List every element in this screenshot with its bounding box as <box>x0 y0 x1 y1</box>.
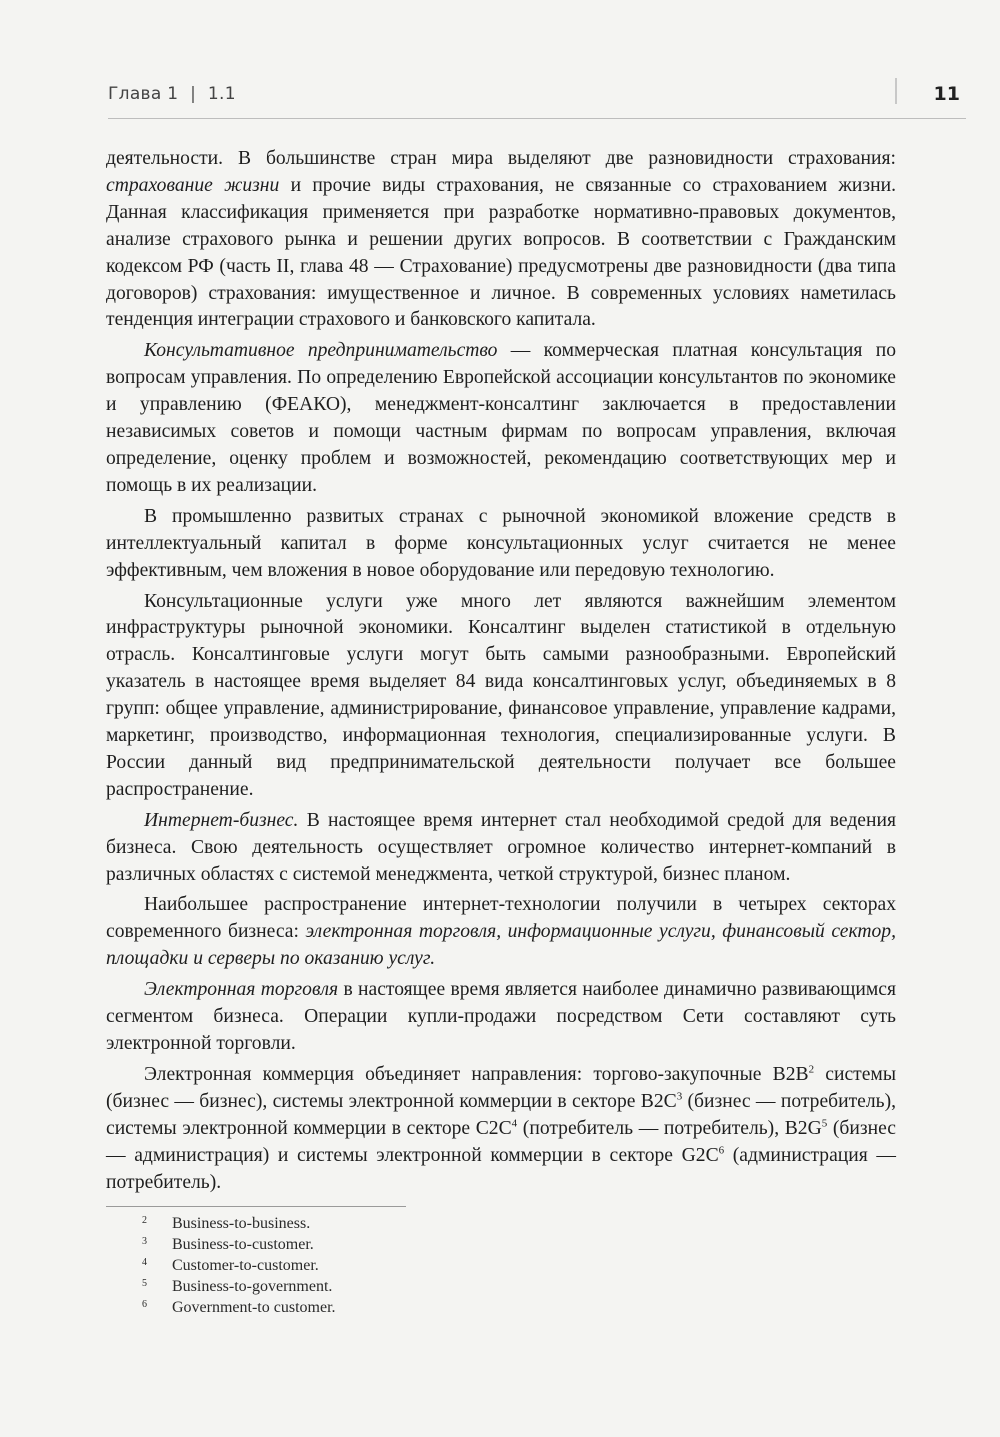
footnotes <box>106 1213 606 1318</box>
page-header <box>108 78 966 118</box>
paragraph <box>106 589 896 804</box>
footnote-number: 4 <box>142 1257 147 1268</box>
text-run: Наибольшее распространение интернет-технологии получили в четырех секторах современного бизнеса: <box>106 894 896 943</box>
italic-term: Консультативное предпринимательство <box>144 340 498 362</box>
footnote-ref: 3 <box>676 1090 683 1103</box>
footnote-ref: 4 <box>511 1117 518 1130</box>
section-label: 1.1 <box>207 84 236 104</box>
footnote-text: Business-to-business. <box>172 1215 311 1232</box>
header-separator: | <box>190 84 197 104</box>
footnote <box>106 1276 606 1297</box>
text-run: — коммерческая платная консультация по вопросам управления. По определению Европейской ассоциации консультантов по экономике и управлению (ФЕАКО), менеджмент-консалтинг заключается в предоставлении независимых советов и помощи частным фирмам по вопросам управления, включая определение, оценку проблем и возможностей, рекомендацию соответствующих мер и помощь в их реализации. <box>106 340 896 496</box>
text-run: В настоящее время интернет стал необходимой средой для ведения бизнеса. Свою деятельность осуществляет огромное количество интернет-компаний в различных областях с системой менеджмента, четкой структурой, бизнес планом. <box>106 809 896 885</box>
text-run: В промышленно развитых странах с рыночной экономикой вложение средств в интеллектуальный капитал в форме консультационных услуг считается не менее эффективным, чем вложения в новое оборудование или передовую технологию. <box>106 505 896 581</box>
running-head <box>108 84 236 104</box>
footnote-number: 2 <box>142 1215 147 1226</box>
footnote-ref: 2 <box>808 1063 815 1076</box>
paragraph <box>106 338 896 499</box>
text-run: (потребитель — потребитель), B2G <box>517 1117 822 1139</box>
footnote-number: 6 <box>142 1299 147 1310</box>
main-text <box>106 146 896 1200</box>
text-run: в настоящее время является наиболее динамично развивающимся сегментом бизнеса. Операции купли-продажи посредством Сети составляют суть электронной торговли. <box>106 979 896 1054</box>
text-run: (бизнес — администрация) и системы электронной коммерции в секторе G2C <box>106 1117 896 1166</box>
italic-term: Электронная торговля <box>144 979 339 1001</box>
text-run: системы (бизнес — бизнес), системы электронной коммерции в секторе B2C <box>106 1063 896 1112</box>
chapter-label: Глава 1 <box>108 84 179 104</box>
paragraph <box>106 808 896 889</box>
italic-term: Интернет-бизнес. <box>144 809 299 831</box>
footnote <box>106 1297 606 1318</box>
paragraph <box>106 892 896 973</box>
text-run: Консультационные услуги уже много лет являются важнейшим элементом инфраструктуры рыночной экономики. Консалтинг выделен статистикой в отдельную отрасль. Консалтинговые услуги могут быть самыми разнообразными. Европейский указатель в настоящее время выделяет 84 вида консалтинговых услуг, объединяемых в 8 групп: общее управление, администрирование, финансовое управление, управление кадрами, маркетинг, производство, информационная технология, специализированные услуги. В России данный вид предпринимательской деятельности получает все большее распространение. <box>106 590 896 800</box>
footnote-text: Business-to-customer. <box>172 1236 314 1253</box>
footnote <box>106 1234 606 1255</box>
paragraph <box>106 146 896 334</box>
text-run: деятельности. В большинстве стран мира выделяют две разновидности страхования: <box>106 148 896 169</box>
footnote <box>106 1213 606 1234</box>
footnote-ref: 5 <box>821 1117 828 1130</box>
footnote-text: Customer-to-customer. <box>172 1257 319 1274</box>
footnote <box>106 1255 606 1276</box>
page-number: 11 <box>933 83 960 105</box>
text-run: (администрация — потребитель). <box>106 1144 896 1193</box>
paragraph <box>106 977 896 1058</box>
footnote-number: 3 <box>142 1236 147 1247</box>
footnote-number: 5 <box>142 1278 147 1289</box>
paragraph <box>106 504 896 585</box>
italic-term: страхование жизни <box>106 174 280 196</box>
text-run: (бизнес — потребитель), системы электронной коммерции в секторе C2C <box>106 1090 896 1139</box>
header-divider-bar <box>895 78 897 104</box>
footnote-text: Government-to customer. <box>172 1299 336 1316</box>
text-run: и прочие виды страхования, не связанные со страхованием жизни. Данная классификация применяется при разработке нормативно-правовых документов, анализе страхового рынка и решении других вопросов. В соответствии с Гражданским кодексом РФ (часть II, глава 48 — Страхование) предусмотрены две разновидности (два типа договоров) страхования: имущественное и личное. В современных условиях наметилась тенденция интеграции страхового и банковского капитала. <box>106 174 896 331</box>
italic-term: электронная торговля, информационные услуги, финансовый сектор, площадки и серверы по оказанию услуг. <box>106 921 897 970</box>
text-run: Электронная коммерция объединяет направления: торгово-закупочные B2B <box>144 1063 809 1085</box>
footnote-text: Business-to-government. <box>172 1278 333 1295</box>
header-rule <box>108 118 966 119</box>
footnote-rule <box>106 1206 406 1207</box>
paragraph <box>106 1062 896 1197</box>
footnote-ref: 6 <box>718 1143 725 1156</box>
